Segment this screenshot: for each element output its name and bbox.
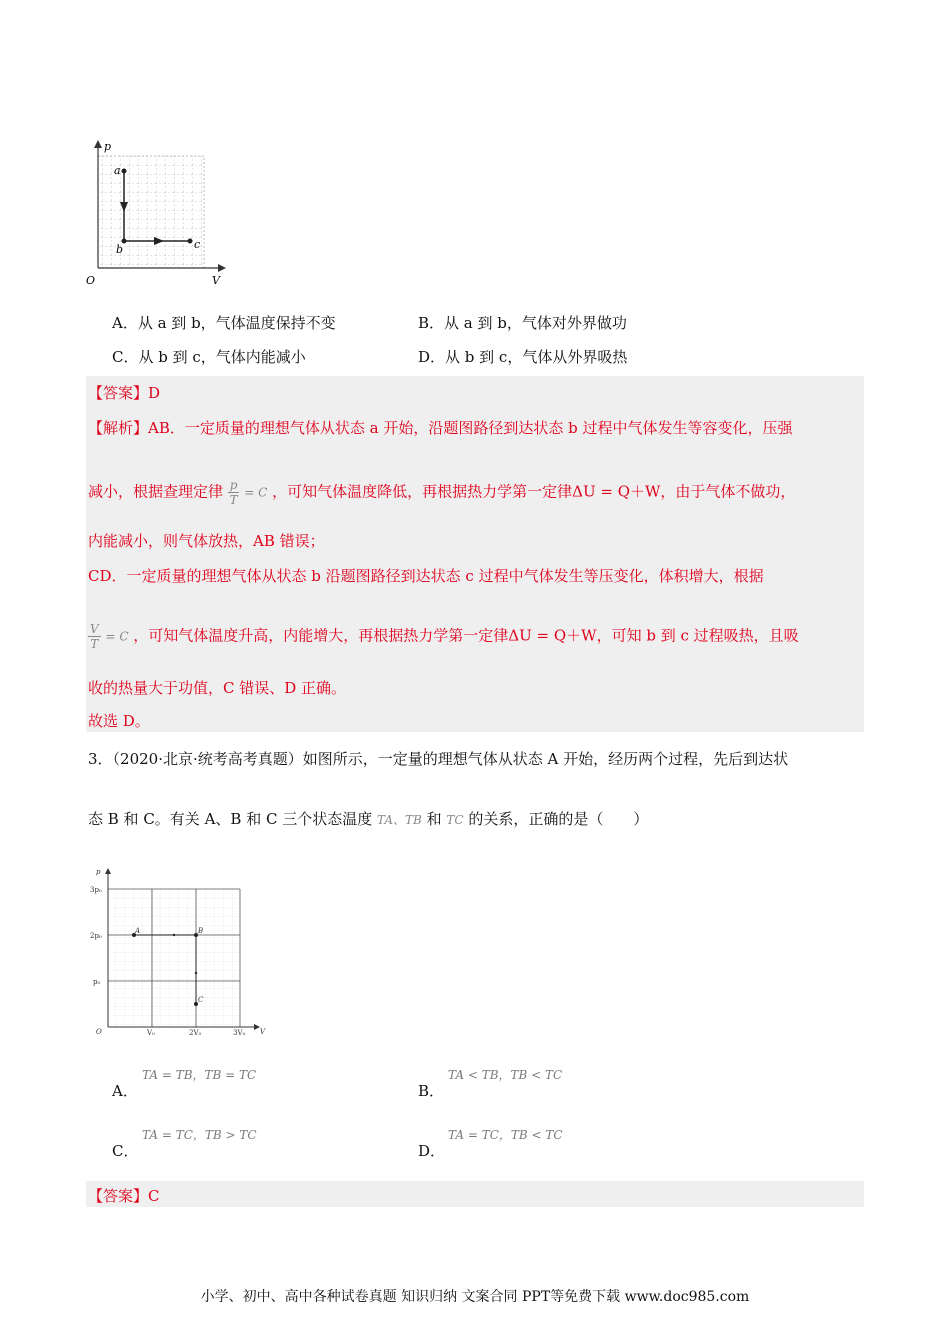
origin-label: O bbox=[86, 274, 96, 287]
pv-diagram-1 bbox=[84, 138, 234, 288]
q3-stem-line2: 态 B 和 C。有关 A、B 和 C 三个状态温度 TA、TB 和 TC 的关系，正确的是（ ） bbox=[88, 810, 649, 828]
d2-point-a: A bbox=[135, 927, 141, 935]
d2-point-b: B bbox=[198, 927, 204, 935]
d2-y1: p₀ bbox=[93, 978, 101, 986]
pv-diagram-2 bbox=[88, 862, 268, 1037]
point-b-label: b bbox=[116, 243, 124, 256]
d2-origin: O bbox=[96, 1028, 102, 1036]
q2-analysis-line6: 收的热量大于功值，C 错误、D 正确。 bbox=[88, 679, 347, 697]
q3-option-d-letter: D． bbox=[418, 1142, 446, 1160]
q2-analysis-line2: 减小，根据查理定律 $\frac{p}{T} = C$ ，可知气体温度降低，再根据热力学第一定律ΔU = Q＋W，由于气体不做功， bbox=[88, 478, 796, 507]
temp-tc: TC bbox=[446, 813, 464, 827]
q3-option-c-letter: C． bbox=[112, 1142, 139, 1160]
page-footer: 小学、初中、高中各种试卷真题 知识归纳 文案合同 PPT等免费下载 www.doc985.com bbox=[200, 1289, 750, 1305]
q3-option-b-formula: TA < TB，TB < TC bbox=[448, 1068, 563, 1082]
axis-v-label: V bbox=[212, 274, 220, 287]
d2-point-c: C bbox=[198, 996, 204, 1004]
q3-option-c-formula: TA = TC，TB > TC bbox=[142, 1128, 257, 1142]
q3-option-d-formula: TA = TC，TB < TC bbox=[448, 1128, 563, 1142]
q3-option-a-letter: A． bbox=[112, 1082, 138, 1100]
q2-answer: 【答案】D bbox=[88, 384, 161, 402]
point-c-label: c bbox=[194, 238, 201, 251]
q3-answer-box bbox=[86, 1181, 864, 1207]
q2-analysis-line1: 【解析】AB．一定质量的理想气体从状态 a 开始，沿题图路径到达状态 b 过程中气体发生等容变化，压强 bbox=[88, 419, 793, 437]
d2-x1: V₀ bbox=[147, 1029, 155, 1037]
temp-tb: TB bbox=[405, 813, 422, 827]
q2-option-c: C．从 b 到 c，气体内能减小 bbox=[112, 348, 306, 366]
q2-analysis-line3: 内能减小，则气体放热，AB 错误； bbox=[88, 532, 325, 550]
d2-x3: 3V₀ bbox=[233, 1029, 246, 1037]
q2-option-a: A．从 a 到 b，气体温度保持不变 bbox=[112, 314, 336, 332]
point-a-label: a bbox=[114, 164, 121, 177]
charles-law-fraction: $\frac{p}{T}$ bbox=[229, 478, 238, 507]
d2-y3: 3p₀ bbox=[90, 886, 102, 894]
d2-axis-v: V bbox=[260, 1028, 266, 1036]
q3-option-b-letter: B． bbox=[418, 1082, 445, 1100]
q3-answer: 【答案】C bbox=[88, 1187, 160, 1205]
d2-x2: 2V₀ bbox=[189, 1029, 202, 1037]
q3-stem-line1: 3．（2020·北京·统考高考真题）如图所示，一定量的理想气体从状态 A 开始，经历两个过程，先后到达状 bbox=[88, 750, 789, 768]
q2-option-d: D．从 b 到 c，气体从外界吸热 bbox=[418, 348, 628, 366]
q2-analysis-line4: CD．一定质量的理想气体从状态 b 沿题图路径到达状态 c 过程中气体发生等压变化，体积增大，根据 bbox=[88, 567, 764, 585]
gay-lussac-fraction: $\frac{V}{T}$ bbox=[90, 622, 99, 651]
q2-analysis-line7: 故选 D。 bbox=[88, 712, 150, 730]
axis-p-label: p bbox=[104, 140, 112, 153]
d2-y2: 2p₀ bbox=[90, 932, 102, 940]
temp-ta: TA、 bbox=[377, 813, 406, 827]
q2-analysis-line5: $\frac{V}{T} = C$ ，可知气体温度升高，内能增大，再根据热力学第一定律ΔU = Q＋W，可知 b 到 c 过程吸热，且吸 bbox=[90, 622, 799, 651]
d2-axis-p: p bbox=[96, 868, 101, 876]
q2-option-b: B．从 a 到 b，气体对外界做功 bbox=[418, 314, 627, 332]
q3-option-a-formula: TA = TB，TB = TC bbox=[142, 1068, 257, 1082]
